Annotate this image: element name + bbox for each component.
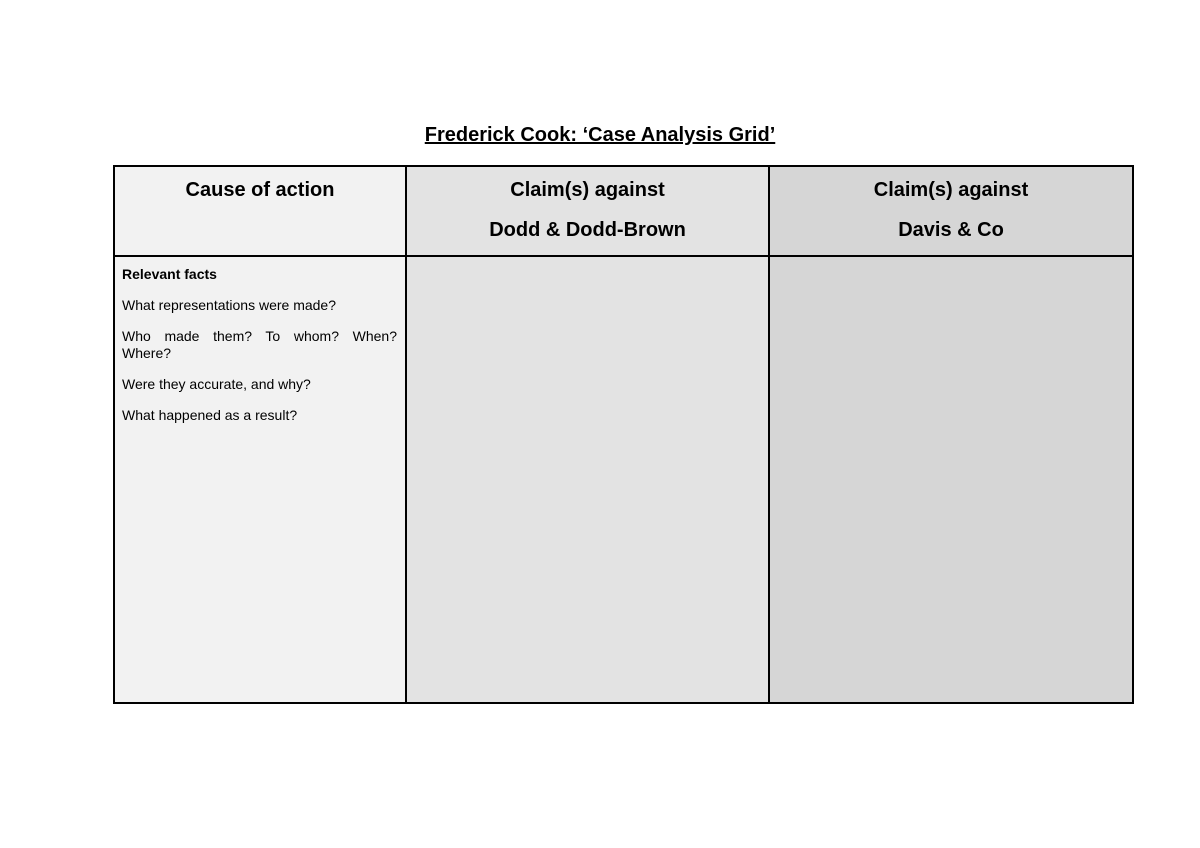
facts-question: Who made them? To whom? When? Where? <box>122 328 397 361</box>
header-claims-dodd-line2: Dodd & Dodd-Brown <box>489 219 686 241</box>
grid-body-row <box>114 256 1133 703</box>
grid-header-row <box>114 166 1133 256</box>
claims-davis-cell[interactable] <box>769 256 1133 703</box>
relevant-facts-heading: Relevant facts <box>122 266 217 282</box>
header-cause-of-action <box>114 166 406 256</box>
claims-dodd-cell[interactable] <box>406 256 769 703</box>
header-claims-davis <box>769 166 1133 256</box>
header-cause-of-action-label: Cause of action <box>185 179 335 201</box>
relevant-facts-cell[interactable] <box>114 256 406 703</box>
facts-question: Were they accurate, and why? <box>122 376 311 392</box>
facts-question: What happened as a result? <box>122 407 298 423</box>
document-title: Frederick Cook: ‘Case Analysis Grid’ <box>424 124 776 146</box>
header-claims-dodd <box>406 166 769 256</box>
header-claims-davis-line2: Davis & Co <box>898 219 1004 241</box>
header-claims-dodd-line1: Claim(s) against <box>510 179 665 201</box>
case-analysis-grid <box>113 165 1134 704</box>
facts-question: What representations were made? <box>122 297 336 313</box>
header-claims-davis-line1: Claim(s) against <box>873 179 1029 201</box>
